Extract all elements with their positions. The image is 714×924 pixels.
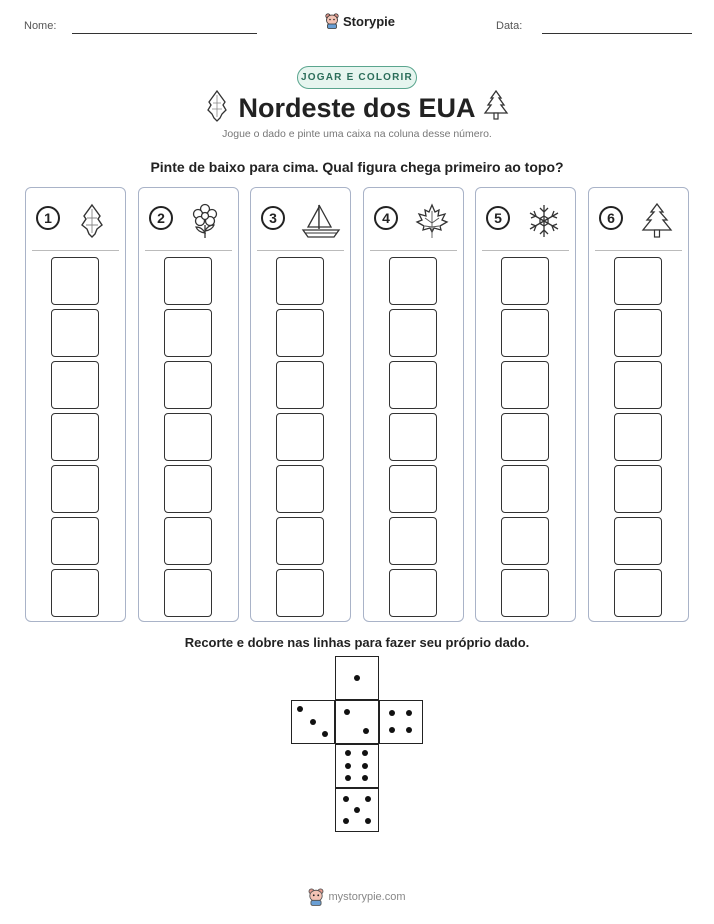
color-box[interactable] [389,465,437,513]
color-box[interactable] [389,517,437,565]
color-box[interactable] [389,413,437,461]
die-pip [354,675,360,681]
color-box[interactable] [389,309,437,357]
column-divider [32,250,119,251]
pine-tree-icon [482,90,510,122]
arrowhead-icon [76,203,108,239]
column-4 [363,187,464,622]
die-pip [389,727,395,733]
color-box[interactable] [276,517,324,565]
color-box[interactable] [614,465,662,513]
color-box[interactable] [51,569,99,617]
column-number: 1 [36,206,60,230]
sailboat-icon [301,203,341,239]
die-pip [345,775,351,781]
instruction-bottom: Recorte e dobre nas linhas para fazer seu próprio dado. [184,635,530,650]
color-box[interactable] [276,309,324,357]
activity-badge: JOGAR E COLORIR [297,66,417,89]
brand-name: Storypie [343,13,396,29]
die-pip [344,709,350,715]
snowflake-icon [526,203,562,239]
die-pip [406,727,412,733]
color-box[interactable] [614,517,662,565]
color-box[interactable] [501,413,549,461]
die-face-6 [335,744,379,788]
die-pip [389,710,395,716]
column-divider [595,250,682,251]
die-face-3 [291,700,335,744]
column-divider [370,250,457,251]
column-6 [588,187,689,622]
color-box[interactable] [164,257,212,305]
page-title: Nordeste dos EUA [238,93,476,123]
name-label: Nome: [24,20,57,32]
die-pip [297,706,303,712]
column-number: 4 [374,206,398,230]
brand-logo [325,13,395,29]
color-box[interactable] [276,361,324,409]
date-line[interactable] [542,33,692,34]
die-pip [365,796,371,802]
die-pip [343,818,349,824]
color-box[interactable] [164,361,212,409]
column-number: 5 [486,206,510,230]
die-pip [365,818,371,824]
instruction-top: Pinte de baixo para cima. Qual figura chega primeiro ao topo? [150,159,564,175]
color-box[interactable] [164,465,212,513]
die-pip [310,719,316,725]
column-2 [138,187,239,622]
bear-logo-icon [308,888,324,906]
color-box[interactable] [276,569,324,617]
column-5 [475,187,576,622]
column-number: 6 [599,206,623,230]
color-box[interactable] [501,309,549,357]
color-box[interactable] [501,569,549,617]
date-label: Data: [496,20,523,32]
die-pip [345,763,351,769]
color-box[interactable] [501,257,549,305]
column-3 [250,187,351,622]
die-pip [354,807,360,813]
color-box[interactable] [51,257,99,305]
color-box[interactable] [501,517,549,565]
page-subtitle: Jogue o dado e pinte uma caixa na coluna desse número. [222,128,492,140]
footer-url: mystorypie.com [328,891,406,903]
color-box[interactable] [614,569,662,617]
color-box[interactable] [276,257,324,305]
die-pip [406,710,412,716]
color-box[interactable] [501,465,549,513]
flower-icon [189,203,221,239]
die-face-4 [379,700,423,744]
color-box[interactable] [51,309,99,357]
color-box[interactable] [164,569,212,617]
color-box[interactable] [614,413,662,461]
die-pip [363,728,369,734]
color-box[interactable] [501,361,549,409]
color-box[interactable] [389,569,437,617]
die-pip [362,750,368,756]
color-box[interactable] [276,465,324,513]
color-box[interactable] [51,465,99,513]
column-1 [25,187,126,622]
die-face-2 [335,700,379,744]
name-line[interactable] [72,33,257,34]
color-box[interactable] [51,361,99,409]
color-box[interactable] [389,257,437,305]
maple-leaf-icon [414,203,450,239]
color-box[interactable] [164,309,212,357]
column-divider [145,250,232,251]
color-box[interactable] [614,257,662,305]
color-box[interactable] [614,309,662,357]
die-pip [322,731,328,737]
die-pip [343,796,349,802]
die-pip [362,763,368,769]
die-face-5 [335,788,379,832]
die-pip [362,775,368,781]
footer [0,888,714,906]
color-box[interactable] [164,517,212,565]
column-divider [257,250,344,251]
pine-tree-icon [639,203,675,241]
column-number: 2 [149,206,173,230]
color-box[interactable] [51,517,99,565]
color-box[interactable] [276,413,324,461]
column-number: 3 [261,206,285,230]
bear-logo-icon [325,13,339,29]
die-pip [345,750,351,756]
die-face-1 [335,656,379,700]
column-divider [482,250,569,251]
color-box[interactable] [51,413,99,461]
color-box[interactable] [389,361,437,409]
color-box[interactable] [614,361,662,409]
color-box[interactable] [164,413,212,461]
